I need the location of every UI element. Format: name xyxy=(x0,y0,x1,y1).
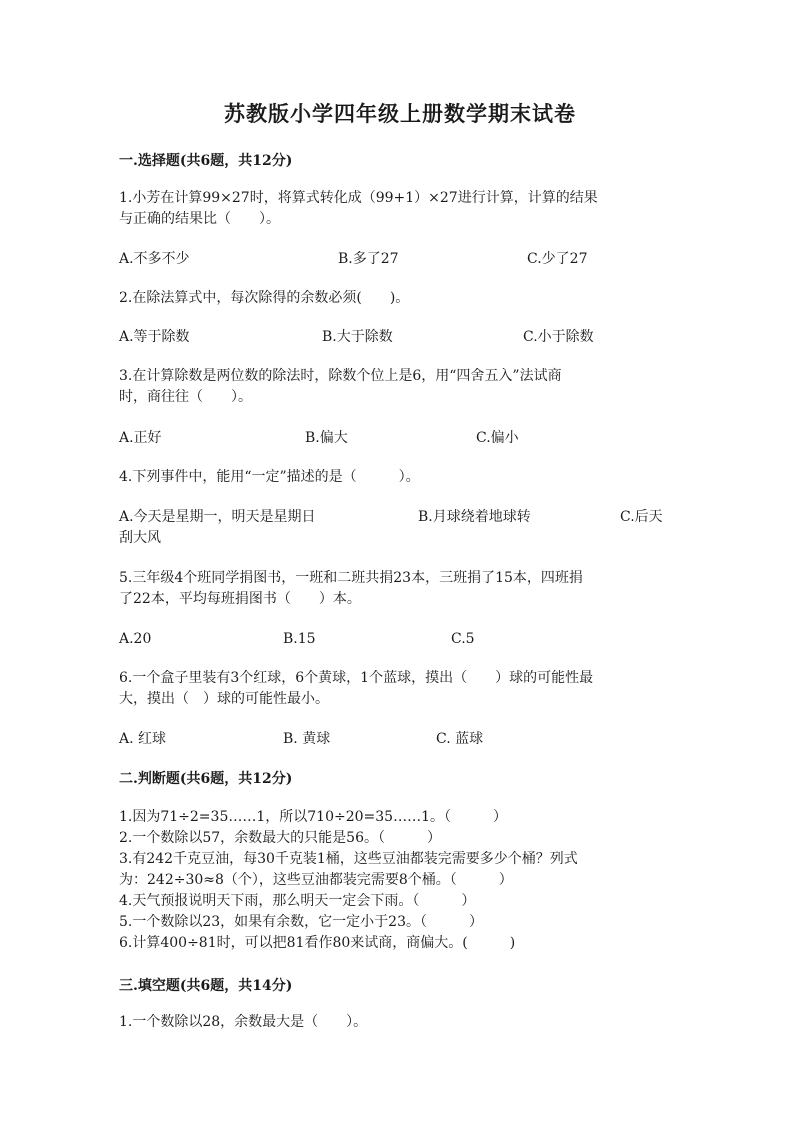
option-b: B.大于除数 xyxy=(322,329,393,345)
option-a: A.不多不少 xyxy=(119,251,190,267)
judge-list xyxy=(119,807,689,954)
choice-question-3 xyxy=(119,366,689,408)
option-c: C. 蓝球 xyxy=(436,731,484,747)
section-heading-choice: 一.选择题(共6题，共12分) xyxy=(119,153,293,169)
option-a: A.正好 xyxy=(119,430,162,446)
option-a: A.等于除数 xyxy=(119,329,190,345)
section-heading-judge: 二.判断题(共6题，共12分) xyxy=(119,771,293,787)
choice-question-2 xyxy=(119,288,689,309)
list-item: 1.因为71÷2=35……1，所以710÷20=35……1。（ ） xyxy=(119,809,507,825)
choice-question-4 xyxy=(119,467,689,488)
fill-question-1: 1.一个数除以28，余数最大是（ ）。 xyxy=(119,1014,368,1030)
option-c: C.少了27 xyxy=(527,251,588,267)
section-heading-fill: 三.填空题(共6题，共14分) xyxy=(119,978,293,994)
question-line: 4.下列事件中，能用“一定”描述的是（ ）。 xyxy=(119,469,420,485)
option-a: A. 红球 xyxy=(119,731,167,747)
question-line: 6.一个盒子里装有3个红球，6个黄球，1个蓝球，摸出（ ）球的可能性最 xyxy=(119,670,594,686)
option-c: C.后天 xyxy=(620,509,663,525)
question-line: 时，商往往（ ）。 xyxy=(119,389,252,405)
choice-question-6 xyxy=(119,668,689,710)
list-item: 6.计算400÷81时，可以把81看作80来试商，商偏大。( ) xyxy=(119,935,516,951)
option-b: B.偏大 xyxy=(305,430,348,446)
list-item: 2.一个数除以57，余数最大的只能是56。（ ） xyxy=(119,830,441,846)
option-c-wrap: 刮大风 xyxy=(119,530,161,546)
list-item: 5.一个数除以23，如果有余数，它一定小于23。（ ） xyxy=(119,914,483,930)
question-line: 了22本，平均每班捐图书（ ）本。 xyxy=(119,591,361,607)
list-item: 为：242÷30≈8（个），这些豆油都装完需要8个桶。（ ） xyxy=(119,872,513,888)
list-item: 4.天气预报说明天下雨，那么明天一定会下雨。（ ） xyxy=(119,893,476,909)
question-line: 1.小芳在计算99×27时，将算式转化成（99+1）×27进行计算，计算的结果 xyxy=(119,190,598,206)
option-b: B.月球绕着地球转 xyxy=(418,509,531,525)
choice-question-1 xyxy=(119,188,689,230)
option-c: C.小于除数 xyxy=(523,329,594,345)
question-line: 2.在除法算式中，每次除得的余数必须( )。 xyxy=(119,290,410,306)
option-b: B. 黄球 xyxy=(283,731,331,747)
question-line: 5.三年级4个班同学捐图书，一班和二班共捐23本，三班捐了15本，四班捐 xyxy=(119,570,583,586)
question-line: 3.在计算除数是两位数的除法时，除数个位上是6，用“四舍五入”法试商 xyxy=(119,368,562,384)
option-a: A.20 xyxy=(119,631,152,647)
choice-question-5 xyxy=(119,568,689,610)
option-a: A.今天是星期一，明天是星期日 xyxy=(119,509,316,525)
question-line: 与正确的结果比（ ）。 xyxy=(119,211,280,227)
option-b: B.多了27 xyxy=(338,251,399,267)
option-c: C.5 xyxy=(451,631,475,647)
question-line: 大，摸出（ ）球的可能性最小。 xyxy=(119,691,329,707)
list-item: 3.有242千克豆油，每30千克装1桶，这些豆油都装完需要多少个桶？列式 xyxy=(119,851,578,867)
page-title: 苏教版小学四年级上册数学期末试卷 xyxy=(224,101,576,126)
option-b: B.15 xyxy=(283,631,316,647)
option-c: C.偏小 xyxy=(476,430,519,446)
